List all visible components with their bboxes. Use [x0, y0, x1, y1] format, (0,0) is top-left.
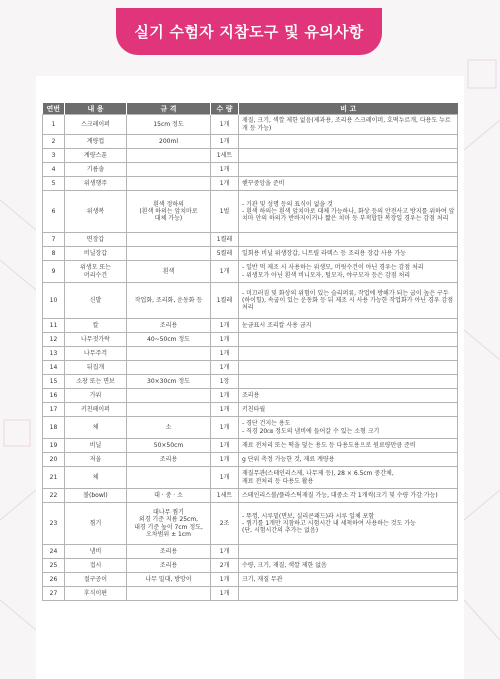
table-row [43, 135, 458, 149]
cell-text: 키친페이퍼 [81, 405, 110, 413]
cell-spec [127, 333, 211, 347]
cell-text: 나무주걱 [83, 349, 108, 357]
cell-text: 접시 [89, 561, 102, 569]
cell-text: 12 [49, 335, 58, 343]
table-header-row [43, 103, 458, 115]
cell-item [65, 403, 127, 417]
table-row [43, 375, 458, 389]
cell-text: 후식이편 [83, 589, 108, 597]
cell-text: 볼(bowl) [83, 491, 108, 499]
cell-text: (흰색 하의는 앞치마로 [139, 207, 198, 215]
cell-text: 조리용 [159, 321, 178, 329]
table-row [43, 233, 458, 247]
table-row [43, 347, 458, 361]
cell-no [43, 439, 65, 453]
cell-text: 24 [49, 547, 58, 555]
table-row [43, 149, 458, 163]
cell-text: 면장갑 [86, 235, 105, 243]
cell-note [239, 439, 458, 453]
cell-text: 나무젓가락 [81, 335, 110, 343]
cell-text: 비닐 [89, 441, 102, 449]
cell-text: 체 [92, 473, 99, 481]
cell-qty [211, 467, 239, 489]
table-row [43, 559, 458, 573]
cell-text: 22 [49, 491, 58, 499]
table-row [43, 191, 458, 233]
cell-text: 1개 [219, 589, 230, 597]
cell-text: 작업화, 조리화, 운동화 등 [134, 296, 203, 304]
cell-item [65, 177, 127, 191]
cell-text: - 찜기를 1개만 지참하고 시험시간 내 세척하여 사용하는 것도 가능 [242, 519, 416, 527]
cell-spec [127, 115, 211, 135]
table-row [43, 467, 458, 489]
cell-qty [211, 489, 239, 503]
cell-text: 50×50cm [153, 441, 184, 449]
cell-note [239, 149, 458, 163]
cell-item [65, 233, 127, 247]
tools-table [42, 103, 458, 601]
cell-spec [127, 283, 211, 319]
cell-text: 1개 [219, 441, 230, 449]
cell-text: - 미끄러짐 및 화상의 위험이 있는 슬리퍼류, 작업에 방해가 되는 굽이 높은 구두(하이힐), 속굽이 있는 운동화 등 뒤 제조 시 사용 가능한 작업화가 아닌 경우 감점 처리 [242, 289, 454, 312]
column-header-spec: 규 격 [127, 103, 211, 115]
cell-spec [127, 149, 211, 163]
cell-no [43, 545, 65, 559]
cell-text: 7 [51, 235, 56, 243]
cell-note [239, 467, 458, 489]
cell-text: 14 [49, 363, 58, 371]
cell-no [43, 489, 65, 503]
table-row [43, 439, 458, 453]
table-body [43, 115, 458, 601]
cell-text: 26 [49, 575, 58, 583]
table-row [43, 587, 458, 601]
cell-item [65, 115, 127, 135]
cell-qty [211, 283, 239, 319]
cell-text: 1개 [219, 321, 230, 329]
page-title: 실기 수험자 지참도구 및 유의사항 [134, 23, 364, 41]
cell-text: 스테인리스볼/플라스틱재질 가능, 대중소 각 1개씩(크기 및 수량 가감 가능) [242, 491, 438, 499]
table-row [43, 247, 458, 261]
cell-no [43, 375, 65, 389]
cell-text: 23 [49, 519, 58, 527]
cell-text: 16 [49, 391, 58, 399]
cell-text: - 뚜껑, 시루밑(면보, 실리콘패드)과 시루 일체 포함 [242, 512, 375, 520]
table-row [43, 403, 458, 417]
cell-qty [211, 503, 239, 545]
cell-item [65, 347, 127, 361]
cell-text: 머리수건 [83, 271, 108, 279]
cell-item [65, 333, 127, 347]
cell-text: 5켤레 [216, 249, 233, 257]
cell-item [65, 439, 127, 453]
column-header-note: 비 고 [239, 103, 458, 115]
cell-qty [211, 403, 239, 417]
cell-qty [211, 573, 239, 587]
cell-text: 크기, 재질 무관 [242, 575, 283, 583]
cell-qty [211, 333, 239, 347]
cell-note [239, 261, 458, 283]
cell-spec [127, 375, 211, 389]
cell-qty [211, 163, 239, 177]
cell-item [65, 319, 127, 333]
cell-note [239, 347, 458, 361]
cell-text: 눈금표시 조리칼 사용 금지 [242, 321, 312, 329]
cell-text: 대나무 찜기 [153, 509, 184, 517]
cell-text: 1장 [219, 377, 230, 385]
cell-note [239, 191, 458, 233]
cell-item [65, 149, 127, 163]
cell-qty [211, 439, 239, 453]
cell-spec [127, 489, 211, 503]
cell-qty [211, 545, 239, 559]
cell-text: 2조 [219, 519, 230, 527]
cell-note [239, 247, 458, 261]
column-header-qty: 수 량 [211, 103, 239, 115]
table-row [43, 261, 458, 283]
cell-item [65, 587, 127, 601]
cell-text: 1개 [219, 391, 230, 399]
cell-text: 1개 [219, 547, 230, 555]
cell-text: 10 [49, 296, 58, 304]
cell-text: 19 [49, 441, 58, 449]
cell-note [239, 333, 458, 347]
cell-no [43, 149, 65, 163]
cell-text: 칼 [92, 321, 99, 329]
cell-text: 조리용 [242, 391, 260, 399]
cell-item [65, 389, 127, 403]
cell-text: (단, 시험시간의 추가는 없음) [242, 527, 319, 535]
table-row [43, 489, 458, 503]
table-row [43, 503, 458, 545]
cell-text: 27 [49, 589, 58, 597]
table-row [43, 417, 458, 439]
cell-text: 조리용 [159, 547, 178, 555]
cell-item [65, 489, 127, 503]
cell-spec [127, 573, 211, 587]
cell-spec [127, 503, 211, 545]
cell-item [65, 453, 127, 467]
cell-text: 1개 [219, 575, 230, 583]
cell-text: 15cm 정도 [153, 120, 184, 128]
cell-no [43, 559, 65, 573]
cell-note [239, 375, 458, 389]
cell-text: 핸꾸중앙을 준비 [242, 179, 285, 187]
cell-text: 20 [49, 455, 58, 463]
cell-text: - 경단 건지는 용도 [242, 420, 291, 428]
table-row [43, 163, 458, 177]
cell-text: 키친타월 [242, 405, 266, 413]
cell-text: - 흰색 하의는 흰색 앞치마로 대체 가능하나, 화상 등의 안전사고 방지를 위하여 앞치마 안의 하의가 반바지이거나 짧은 치마 등 부적합한 복장일 경우는 감점 처리 [242, 207, 455, 223]
cell-text: 내경 기준 높이 7cm 정도, [134, 523, 203, 531]
cell-text: 1개 [219, 120, 230, 128]
cell-qty [211, 233, 239, 247]
cell-qty [211, 319, 239, 333]
cell-text: - 직경 20㎝ 정도의 냄비에 들어갈 수 있는 소형 크기 [242, 427, 380, 435]
cell-spec [127, 247, 211, 261]
cell-text: 9 [51, 267, 56, 275]
cell-spec [127, 177, 211, 191]
table-row [43, 319, 458, 333]
cell-text: 25 [49, 561, 58, 569]
table-row [43, 115, 458, 135]
cell-spec [127, 233, 211, 247]
cell-no [43, 261, 65, 283]
cell-text: 21 [49, 473, 58, 481]
cell-spec [127, 453, 211, 467]
cell-text: 조리용 [159, 561, 178, 569]
cell-spec [127, 261, 211, 283]
cell-text: 1개 [219, 267, 230, 275]
cell-qty [211, 389, 239, 403]
cell-text: 재료 전처리 등 다용도 활용 [242, 477, 314, 485]
cell-no [43, 177, 65, 191]
cell-text: 체 [92, 423, 99, 431]
cell-no [43, 573, 65, 587]
content-panel [36, 76, 464, 679]
table-row [43, 283, 458, 319]
cell-text: 4 [51, 165, 56, 173]
cell-qty [211, 417, 239, 439]
cell-qty [211, 375, 239, 389]
cell-note [239, 503, 458, 545]
cell-item [65, 467, 127, 489]
cell-spec [127, 135, 211, 149]
cell-text: - 기관 및 성명 등의 표식이 없을 것 [242, 200, 333, 208]
cell-qty [211, 453, 239, 467]
cell-spec [127, 545, 211, 559]
cell-text: 1개 [219, 137, 230, 145]
cell-no [43, 389, 65, 403]
table-row [43, 453, 458, 467]
cell-text: 40~50cm 정도 [147, 335, 190, 343]
cell-text: 조리용 [159, 455, 178, 463]
cell-item [65, 573, 127, 587]
cell-text: 신발 [89, 296, 102, 304]
cell-text: 흰색 [162, 267, 175, 275]
cell-text: 나무 밀대, 방망이 [145, 575, 192, 583]
table-row [43, 389, 458, 403]
cell-qty [211, 149, 239, 163]
cell-text: 기름솔 [86, 165, 105, 173]
cell-text: 수량, 크기, 재질, 색깔 제한 없음 [242, 561, 327, 569]
cell-note [239, 489, 458, 503]
cell-text: 1켤레 [216, 235, 233, 243]
cell-text: - 위생모가 아닌 흰색 비니모자, 털모자, 야구모자 등은 감점 처리 [242, 271, 411, 279]
cell-text: 15 [49, 377, 58, 385]
cell-note [239, 573, 458, 587]
page-title-banner [116, 8, 382, 55]
cell-text: 11 [49, 321, 58, 329]
cell-text: 17 [49, 405, 58, 413]
cell-item [65, 261, 127, 283]
table-row [43, 333, 458, 347]
cell-item [65, 375, 127, 389]
cell-qty [211, 261, 239, 283]
cell-note [239, 453, 458, 467]
cell-no [43, 283, 65, 319]
cell-note [239, 115, 458, 135]
cell-spec [127, 439, 211, 453]
cell-no [43, 403, 65, 417]
cell-note [239, 545, 458, 559]
cell-no [43, 333, 65, 347]
cell-note [239, 403, 458, 417]
cell-no [43, 503, 65, 545]
table-row [43, 573, 458, 587]
cell-text: 외경 기준 지름 25cm, [138, 516, 199, 524]
cell-item [65, 163, 127, 177]
cell-text: 오차범위 ± 1cm [146, 530, 191, 538]
cell-note [239, 163, 458, 177]
cell-text: 대 · 중 · 소 [154, 491, 183, 499]
cell-no [43, 361, 65, 375]
cell-item [65, 361, 127, 375]
cell-text: 6 [51, 207, 56, 215]
cell-spec [127, 347, 211, 361]
cell-note [239, 389, 458, 403]
cell-text: 18 [49, 423, 58, 431]
cell-text: - 일반 먹 제조 시 사용하는 위생모, 머릿수건이 아닌 경우는 감점 처리 [242, 264, 424, 272]
cell-text: 1개 [219, 455, 230, 463]
cell-text: 계량컵 [86, 137, 105, 145]
cell-note [239, 417, 458, 439]
cell-item [65, 191, 127, 233]
cell-no [43, 247, 65, 261]
cell-text: 1개 [219, 423, 230, 431]
cell-text: 1개 [219, 179, 230, 187]
cell-text: 30×30cm 정도 [147, 377, 190, 385]
cell-item [65, 417, 127, 439]
cell-text: 1개 [219, 165, 230, 173]
cell-text: 절구공이 [83, 575, 108, 583]
cell-qty [211, 177, 239, 191]
cell-text: 5 [51, 179, 56, 187]
cell-note [239, 233, 458, 247]
cell-text: 대체 가능) [154, 215, 183, 223]
cell-qty [211, 115, 239, 135]
cell-text: 재료 전처리 또는 떡을 덮는 용도 등 다용도용으로 원료량만큼 준비 [242, 441, 416, 449]
cell-text: 1개 [219, 363, 230, 371]
cell-spec [127, 361, 211, 375]
cell-item [65, 247, 127, 261]
cell-spec [127, 389, 211, 403]
cell-qty [211, 247, 239, 261]
cell-no [43, 319, 65, 333]
table-row [43, 361, 458, 375]
cell-text: 뒤집개 [86, 363, 105, 371]
cell-qty [211, 191, 239, 233]
cell-no [43, 417, 65, 439]
cell-text: 1세트 [216, 491, 233, 499]
cell-text: 소 [165, 423, 172, 431]
cell-qty [211, 347, 239, 361]
cell-qty [211, 361, 239, 375]
cell-text: 1개 [219, 349, 230, 357]
cell-no [43, 233, 65, 247]
cell-text: 위생행주 [83, 179, 108, 187]
cell-no [43, 347, 65, 361]
table-row [43, 177, 458, 191]
cell-text: 일회용 비닐 위생장갑, 니트릴 라텍스 등 조리용 장갑 사용 가능 [242, 249, 406, 257]
cell-no [43, 587, 65, 601]
cell-text: 200ml [159, 137, 178, 145]
cell-text: 위생복 [86, 207, 105, 215]
cell-text: 8 [51, 249, 56, 257]
cell-text: 비닐장갑 [83, 249, 108, 257]
cell-text: 재질무관(스테인리스제, 나무제 등), 28 × 6.5cm 중간체, [242, 470, 394, 478]
cell-spec [127, 163, 211, 177]
cell-text: 저울 [89, 455, 102, 463]
cell-item [65, 135, 127, 149]
cell-spec [127, 191, 211, 233]
cell-text: 스크레이퍼 [81, 120, 110, 128]
cell-text: 1세트 [216, 151, 233, 159]
table-row [43, 545, 458, 559]
cell-no [43, 191, 65, 233]
cell-text: 1개 [219, 405, 230, 413]
cell-text: g 단위 측정 가능한 것, 재료 계량용 [242, 455, 335, 463]
cell-item [65, 283, 127, 319]
cell-text: 1개 [219, 335, 230, 343]
cell-item [65, 503, 127, 545]
cell-text: 1벌 [219, 207, 230, 215]
cell-spec [127, 319, 211, 333]
cell-qty [211, 135, 239, 149]
cell-no [43, 163, 65, 177]
cell-no [43, 135, 65, 149]
cell-note [239, 319, 458, 333]
cell-note [239, 135, 458, 149]
cell-spec [127, 417, 211, 439]
cell-spec [127, 587, 211, 601]
cell-text: 1 [51, 120, 56, 128]
cell-text: 3 [51, 151, 56, 159]
cell-text: 1개 [219, 473, 230, 481]
cell-note [239, 587, 458, 601]
cell-qty [211, 559, 239, 573]
cell-text: 찜기 [89, 519, 102, 527]
cell-spec [127, 559, 211, 573]
cell-text: 재질, 크기, 색깔 제한 없음(제과용, 조리용 스크레이퍼, 호떡누르개, 다용도 누르개 등 가능) [242, 117, 451, 132]
cell-text: 2개 [219, 561, 230, 569]
cell-text: 계량스푼 [83, 151, 108, 159]
cell-text: 가위 [89, 391, 102, 399]
cell-text: 2 [51, 137, 56, 145]
cell-text: 13 [49, 349, 58, 357]
cell-spec [127, 467, 211, 489]
cell-note [239, 559, 458, 573]
cell-spec [127, 403, 211, 417]
cell-note [239, 283, 458, 319]
cell-no [43, 115, 65, 135]
cell-text: 1켤레 [216, 296, 233, 304]
column-header-no: 연번 [43, 103, 65, 115]
cell-text: 소창 또는 면보 [76, 377, 115, 385]
cell-text: 위생모 또는 [80, 264, 111, 272]
cell-no [43, 453, 65, 467]
cell-text: 흰색 정하의 [153, 200, 184, 208]
cell-qty [211, 587, 239, 601]
cell-item [65, 545, 127, 559]
cell-note [239, 361, 458, 375]
cell-note [239, 177, 458, 191]
column-header-item: 내 용 [65, 103, 127, 115]
cell-item [65, 559, 127, 573]
cell-text: 냄비 [89, 547, 102, 555]
cell-no [43, 467, 65, 489]
